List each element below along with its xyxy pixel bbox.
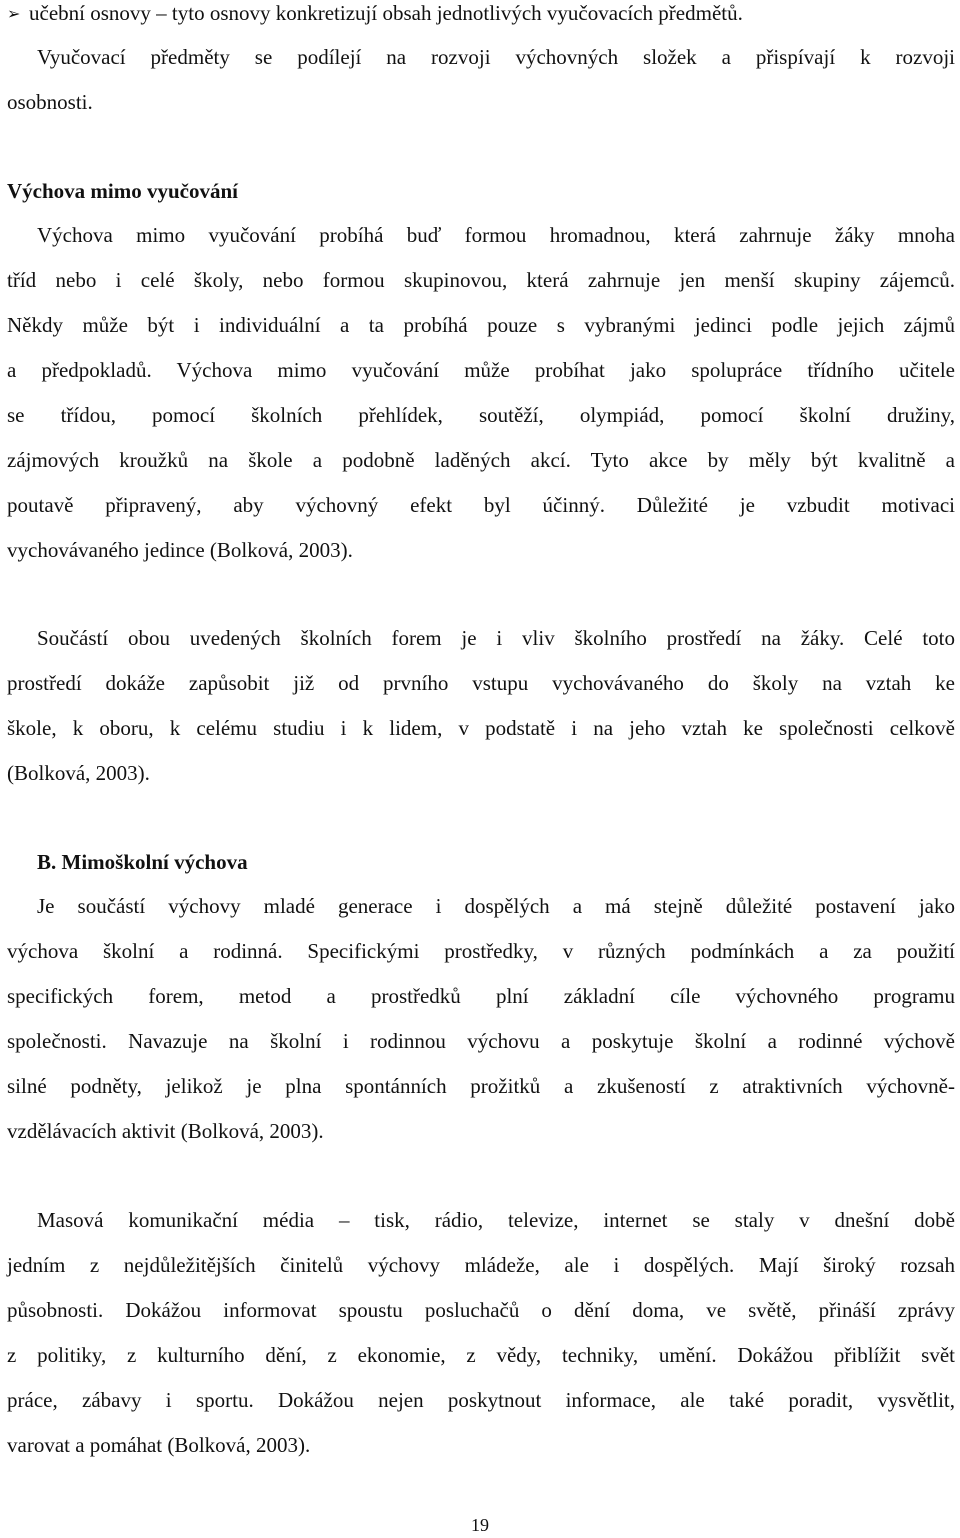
paragraph-line: jedním z nejdůležitějších činitelů výchovy mládeže, ale i dospělých. Mají široký rozsah [7,1253,955,1277]
paragraph-line: vychovávaného jedince (Bolková, 2003). [7,538,353,562]
paragraph-line: práce, zábavy i sportu. Dokážou nejen poskytnout informace, ale také poradit, vysvětlit, [7,1388,955,1412]
paragraph-line: a předpokladů. Výchova mimo vyučování může probíhat jako spolupráce třídního učitele [7,358,955,382]
paragraph-line: výchova školní a rodinná. Specifickými prostředky, v různých podmínkách a za použití [7,939,955,963]
arrow-bullet-icon: ➢ [7,4,21,23]
page-number: 19 [471,1515,489,1535]
paragraph-line: Někdy může být i individuální a ta probíhá pouze s vybranými jedinci podle jejich zájmů [7,313,955,337]
bullet-text-line: osobnosti. [7,90,93,114]
paragraph-line: (Bolková, 2003). [7,761,150,785]
paragraph-line: Součástí obou uvedených školních forem je i vliv školního prostředí na žáky. Celé toto [37,626,955,650]
paragraph-line: Masová komunikační média – tisk, rádio, televize, internet se staly v dnešní době [37,1208,955,1232]
paragraph-line: z politiky, z kulturního dění, z ekonomie, z vědy, techniky, umění. Dokážou přiblížit svět [7,1343,955,1367]
paragraph-line: se třídou, pomocí školních přehlídek, soutěží, olympiád, pomocí školní družiny, [7,403,955,427]
paragraph-line: prostředí dokáže zapůsobit již od prvního vstupu vychovávaného do školy na vztah ke [7,671,955,695]
paragraph-line: specifických forem, metod a prostředků plní základní cíle výchovného programu [7,984,955,1008]
paragraph-line: společnosti. Navazuje na školní i rodinnou výchovu a poskytuje školní a rodinné výchově [7,1029,955,1053]
bullet-list-item [7,0,955,28]
paragraph-line: silné podněty, jelikož je plna spontánních prožitků a zkušeností z atraktivních výchovně- [7,1074,955,1098]
section-heading: B. Mimoškolní výchova [37,850,248,874]
paragraph-line: Výchova mimo vyučování probíhá buď formou hromadnou, která zahrnuje žáky mnoha [37,223,955,247]
section-heading: Výchova mimo vyučování [7,179,238,203]
paragraph-line: varovat a pomáhat (Bolková, 2003). [7,1433,311,1457]
paragraph-line: tříd nebo i celé školy, nebo formou skupinovou, která zahrnuje jen menší skupiny zájemců. [7,268,955,292]
paragraph-line: vzdělávacích aktivit (Bolková, 2003). [7,1119,324,1143]
paragraph-line: škole, k oboru, k celému studiu i k lidem, v podstatě i na jeho vztah ke společnosti celkově [7,716,955,740]
paragraph-line: působnosti. Dokážou informovat spoustu posluchačů o dění doma, ve světě, přináší zprávy [7,1298,955,1322]
paragraph-line: zájmových kroužků na škole a podobně laděných akcí. Tyto akce by měly být kvalitně a [7,448,955,472]
paragraph-line: poutavě připravený, aby výchovný efekt byl účinný. Důležité je vzbudit motivaci [7,493,955,517]
paragraph-line: Je součástí výchovy mladé generace i dospělých a má stejně důležité postavení jako [37,894,955,918]
bullet-text-line: Vyučovací předměty se podílejí na rozvoji výchovných složek a přispívají k rozvoji [37,45,955,69]
bullet-text-line: učební osnovy – tyto osnovy konkretizují obsah jednotlivých vyučovacích předmětů. [29,1,743,25]
